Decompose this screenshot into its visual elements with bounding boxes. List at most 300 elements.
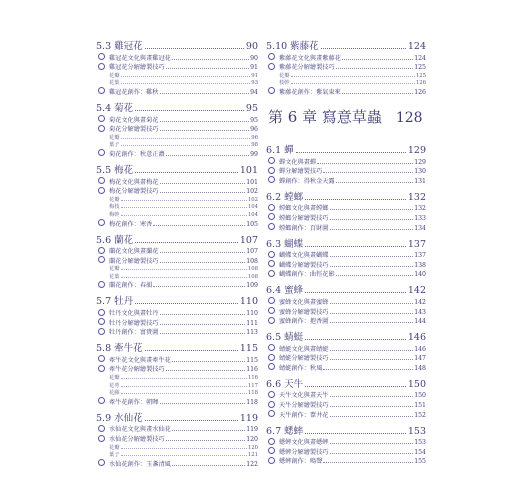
dot-leader (330, 443, 414, 444)
dot-leader (172, 465, 245, 466)
entry-text: 紫藤花創作：紫氣東來 (279, 88, 341, 96)
section-heading (266, 376, 426, 390)
entry-text: 蘭花文化與畫蘭花 (109, 248, 159, 256)
dot-leader (121, 269, 247, 270)
bullet-circle-icon (98, 149, 105, 156)
dot-leader (330, 350, 414, 351)
toc-entry (266, 156, 426, 166)
entry-page: 144 (414, 318, 426, 326)
bullet-circle-icon (98, 219, 105, 226)
entry-text: 花葉 (109, 273, 120, 280)
entry-text: 菊花創作：秋意正濃 (109, 150, 165, 158)
toc-section (266, 376, 426, 419)
entry-page: 129 (414, 158, 426, 166)
toc-entry (266, 456, 426, 466)
entry-text: 天牛分解繪製技巧 (279, 402, 329, 410)
entry-page: 120 (246, 436, 258, 443)
dot-leader (172, 361, 245, 362)
toc-section (266, 189, 426, 232)
dot-leader (160, 333, 246, 334)
dot-leader (166, 440, 246, 441)
section-page: 146 (407, 332, 426, 344)
dot-leader (166, 370, 246, 371)
dot-leader (330, 303, 414, 304)
entry-text: 梅花分解繪製技巧 (109, 188, 159, 196)
bullet-circle-icon (98, 435, 105, 442)
toc-section (96, 232, 258, 290)
entry-text: 牡丹分解繪製技巧 (109, 319, 159, 327)
dot-leader (330, 229, 414, 230)
toc-entry (266, 166, 426, 176)
section-title: 6.1 蟬 (266, 144, 294, 156)
dot-leader (291, 76, 415, 77)
toc-entry (266, 316, 426, 326)
bullet-circle-icon (98, 355, 105, 362)
section-title: 6.7 蟋蟀 (266, 425, 304, 437)
toc-entry (266, 212, 426, 222)
section-heading (96, 232, 258, 246)
entry-text: 牡丹創作：富貴圖 (109, 329, 159, 337)
entry-page: 101 (246, 178, 258, 186)
entry-text: 雞冠花文化與畫雞冠花 (109, 54, 171, 62)
bullet-circle-icon (268, 213, 275, 220)
bullet-circle-icon (268, 270, 275, 277)
dot-leader (121, 455, 247, 456)
entry-text: 蜜蜂創作：抱香圖 (279, 318, 329, 326)
bullet-circle-icon (268, 317, 275, 324)
toc-entry (96, 176, 258, 186)
entry-page: 118 (246, 398, 258, 406)
dot-leader (305, 246, 406, 247)
toc-entry (96, 186, 258, 196)
entry-text: 梅枝 (109, 204, 120, 211)
toc-entry (96, 396, 258, 406)
toc-entry (266, 250, 426, 260)
toc-entry (96, 218, 258, 228)
entry-page: 125 (414, 64, 426, 72)
dot-leader (121, 83, 251, 84)
bullet-circle-icon (98, 318, 105, 325)
entry-page: 109 (246, 282, 258, 290)
toc-right-column (266, 34, 426, 465)
toc-subentry (96, 265, 258, 273)
section-title: 6.2 螳螂 (266, 191, 304, 203)
dot-leader (330, 359, 414, 360)
section-page: 90 (245, 41, 258, 52)
entry-page: 108 (247, 266, 258, 273)
section-title: 5.6 蘭花 (96, 234, 134, 246)
dot-leader (330, 266, 414, 267)
toc-entry (96, 255, 258, 265)
entry-text: 花萼 (109, 382, 120, 389)
entry-page: 126 (414, 88, 426, 96)
bullet-circle-icon (268, 438, 275, 445)
bullet-circle-icon (268, 53, 275, 60)
toc-section (96, 293, 258, 336)
bullet-circle-icon (98, 365, 105, 372)
dot-leader (121, 145, 251, 146)
toc-entry (96, 62, 258, 72)
section-heading (96, 100, 258, 114)
entry-text: 菊花文化與畫菊花 (109, 116, 159, 124)
entry-page: 125 (415, 72, 426, 79)
section-page: 101 (239, 164, 258, 176)
toc-section (96, 100, 258, 158)
entry-text: 花瓣 (109, 444, 120, 451)
toc-section (266, 236, 426, 279)
entry-page: 153 (414, 439, 426, 447)
dot-leader (135, 303, 238, 304)
section-page: 95 (245, 102, 258, 114)
section-title: 6.3 蝴蝶 (266, 238, 304, 250)
toc-entry (266, 52, 426, 62)
toc-subentry (96, 381, 258, 389)
toc-subentry (96, 443, 258, 451)
entry-page: 143 (414, 308, 426, 316)
section-heading (266, 189, 426, 203)
dot-leader (330, 313, 414, 314)
bullet-circle-icon (98, 328, 105, 335)
entry-page: 146 (414, 345, 426, 353)
dot-leader (305, 386, 406, 387)
section-page: 150 (407, 378, 426, 390)
toc-entry (266, 446, 426, 456)
entry-page: 116 (246, 366, 258, 374)
toc-entry (96, 364, 258, 374)
entry-text: 蟋蟀文化與畫蟋蟀 (279, 439, 329, 447)
dot-leader (145, 48, 244, 49)
entry-text: 水仙花分解繪製技巧 (109, 436, 165, 443)
toc-entry (96, 124, 258, 134)
dot-leader (342, 59, 413, 60)
bullet-circle-icon (268, 223, 275, 230)
toc-right-bottom (266, 142, 426, 465)
bullet-circle-icon (268, 87, 275, 94)
entry-text: 蟋蟀創作：鳴聲 (279, 458, 323, 466)
dot-leader (330, 396, 414, 397)
section-page: 107 (239, 234, 258, 246)
entry-text: 蜻蜓創作：秋風 (279, 364, 323, 372)
section-title: 5.5 梅花 (96, 164, 134, 176)
entry-text: 花瓣 (109, 72, 120, 79)
dot-leader (121, 138, 251, 139)
section-heading (266, 423, 426, 437)
entry-text: 蟬分解繪製技巧 (279, 168, 323, 176)
toc-entry (266, 343, 426, 353)
entry-text: 葉子 (109, 142, 120, 149)
dot-leader (317, 163, 413, 164)
toc-entry (96, 307, 258, 317)
entry-page: 111 (246, 319, 258, 327)
entry-text: 葉子 (109, 452, 120, 459)
section-page: 137 (407, 238, 426, 250)
entry-text: 天牛文化與畫天牛 (279, 392, 329, 400)
section-title: 5.10 紫藤花 (266, 41, 319, 52)
dot-leader (121, 200, 247, 201)
section-heading (266, 236, 426, 250)
bullet-circle-icon (268, 297, 275, 304)
dot-leader (153, 286, 245, 287)
toc-subentry (96, 373, 258, 381)
entry-page: 117 (247, 382, 258, 389)
toc-section (96, 38, 258, 96)
dot-leader (321, 48, 406, 49)
dot-leader (166, 68, 249, 69)
entry-text: 牡丹文化與畫牡丹 (109, 310, 159, 318)
section-title: 6.6 天牛 (266, 378, 304, 390)
bullet-circle-icon (268, 391, 275, 398)
section-title: 6.5 蜻蜓 (266, 332, 304, 344)
entry-text: 螳螂文化與畫螳螂 (279, 205, 329, 213)
bullet-circle-icon (268, 457, 275, 464)
section-heading (96, 38, 258, 52)
entry-page: 151 (414, 402, 426, 410)
toc-subentry (96, 389, 258, 397)
entry-text: 蝴蝶文化與畫蝴蝶 (279, 252, 329, 260)
dot-leader (160, 183, 246, 184)
toc-subentry (96, 195, 258, 203)
toc-entry (266, 437, 426, 447)
section-page: 115 (239, 343, 258, 355)
entry-text: 蘭花分解繪製技巧 (109, 257, 159, 265)
entry-text: 紫藤花文化與畫紫藤花 (279, 54, 341, 62)
toc-entry (266, 296, 426, 306)
dot-leader (323, 462, 413, 463)
entry-text: 蘭花創作：春韻 (109, 282, 153, 290)
toc-subentry (96, 272, 258, 280)
bullet-circle-icon (98, 115, 105, 122)
dot-leader (296, 152, 406, 153)
section-heading (266, 38, 426, 52)
toc-subentry (266, 79, 426, 87)
dot-leader (172, 430, 245, 431)
toc-entry (266, 399, 426, 409)
entry-page: 134 (414, 224, 426, 232)
dot-leader (330, 219, 414, 220)
entry-page: 148 (414, 364, 426, 372)
bullet-circle-icon (98, 187, 105, 194)
toc-subentry (96, 141, 258, 149)
entry-text: 花瓣 (279, 72, 290, 79)
section-page: 129 (407, 144, 426, 156)
toc-entry (266, 86, 426, 96)
section-heading (266, 282, 426, 296)
dot-leader (160, 121, 250, 122)
bullet-circle-icon (268, 401, 275, 408)
section-page: 119 (239, 412, 258, 424)
toc-entry (96, 424, 258, 434)
entry-page: 126 (415, 80, 426, 87)
dot-leader (172, 59, 249, 60)
dot-leader (121, 277, 247, 278)
entry-page: 104 (247, 204, 258, 211)
toc-entry (96, 458, 258, 468)
toc-entry (266, 362, 426, 372)
section-title: 6.4 蜜蜂 (266, 285, 304, 297)
entry-text: 蟬文化與畫蟬 (279, 158, 317, 166)
entry-text: 花瓣 (109, 266, 120, 273)
bullet-circle-icon (98, 309, 105, 316)
dot-leader (330, 209, 414, 210)
entry-text: 水仙花文化與畫水仙花 (109, 426, 171, 434)
section-heading (96, 340, 258, 354)
dot-leader (336, 275, 414, 276)
bullet-circle-icon (98, 177, 105, 184)
toc-subentry (96, 133, 258, 141)
toc-entry (266, 269, 426, 279)
dot-leader (153, 225, 245, 226)
toc-subentry (96, 451, 258, 459)
toc-entry (266, 62, 426, 72)
entry-page: 104 (247, 211, 258, 218)
entry-text: 菊花分解繪製技巧 (109, 126, 159, 134)
entry-text: 蜜蜂文化與畫蜜蜂 (279, 298, 329, 306)
dot-leader (305, 292, 406, 293)
bullet-circle-icon (268, 410, 275, 417)
entry-text: 蟋蟀分解繪製技巧 (279, 448, 329, 456)
bullet-circle-icon (268, 176, 275, 183)
entry-text: 蜜蜂分解繪製技巧 (279, 308, 329, 316)
toc-entry (96, 327, 258, 337)
entry-page: 120 (247, 444, 258, 451)
chapter-page: 128 (395, 109, 423, 126)
entry-text: 梅幹 (109, 211, 120, 218)
toc-entry (96, 52, 258, 62)
toc-left-column (96, 34, 258, 468)
dot-leader (121, 215, 247, 216)
entry-page: 116 (247, 375, 258, 382)
bullet-circle-icon (98, 425, 105, 432)
dot-leader (145, 420, 238, 421)
bullet-circle-icon (98, 87, 105, 94)
entry-page: 94 (250, 88, 258, 96)
entry-page: 99 (250, 150, 258, 158)
dot-leader (160, 130, 250, 131)
section-title: 5.4 菊花 (96, 102, 134, 114)
section-page: 153 (407, 425, 426, 437)
bullet-circle-icon (98, 125, 105, 132)
dot-leader (330, 406, 414, 407)
entry-page: 115 (246, 356, 258, 364)
entry-text: 天牛創作：葦井花 (279, 411, 329, 419)
entry-page: 130 (414, 168, 426, 176)
entry-text: 牽牛花創作：朝暉 (109, 398, 159, 406)
entry-page: 91 (250, 64, 258, 72)
entry-page: 133 (414, 214, 426, 222)
bullet-circle-icon (268, 344, 275, 351)
dot-leader (342, 93, 413, 94)
entry-page: 91 (251, 72, 258, 79)
entry-page: 131 (414, 177, 426, 185)
toc-section (266, 282, 426, 325)
dot-leader (305, 433, 406, 434)
section-heading (266, 142, 426, 156)
bullet-circle-icon (98, 397, 105, 404)
entry-page: 95 (250, 116, 258, 124)
toc-entry (96, 354, 258, 364)
bullet-circle-icon (268, 354, 275, 361)
dot-leader (135, 242, 238, 243)
dot-leader (166, 155, 249, 156)
chapter-heading (268, 106, 426, 136)
bullet-circle-icon (98, 63, 105, 70)
entry-page: 118 (247, 390, 258, 397)
entry-page: 142 (414, 298, 426, 306)
entry-text: 花瓣 (109, 375, 120, 382)
dot-leader (323, 172, 413, 173)
entry-page: 155 (414, 458, 426, 466)
entry-text: 蝴蝶創作：曲徑花影 (279, 271, 335, 279)
entry-text: 紫藤花分解繪製技巧 (279, 64, 335, 72)
entry-text: 螳螂分解繪製技巧 (279, 214, 329, 222)
entry-text: 蟬創作：得秋金天露 (279, 177, 335, 185)
entry-text: 花瓣 (109, 134, 120, 141)
dot-leader (135, 172, 238, 173)
section-page: 132 (407, 191, 426, 203)
toc-entry (96, 86, 258, 96)
entry-page: 119 (246, 426, 258, 434)
entry-page: 137 (414, 252, 426, 260)
entry-page: 110 (246, 310, 258, 318)
toc-subentry (96, 71, 258, 79)
dot-leader (330, 256, 414, 257)
bullet-circle-icon (98, 281, 105, 288)
bullet-circle-icon (268, 204, 275, 211)
entry-text: 枝幹 (279, 80, 290, 87)
dot-leader (160, 262, 246, 263)
entry-page: 96 (250, 126, 258, 134)
bullet-circle-icon (268, 251, 275, 258)
entry-page: 150 (414, 392, 426, 400)
entry-text: 蜻蜓分解繪製技巧 (279, 355, 329, 363)
dot-leader (160, 324, 246, 325)
toc-entry (266, 222, 426, 232)
chapter-title: 第 6 章 寫意草蟲 (268, 107, 382, 126)
bullet-circle-icon (268, 447, 275, 454)
toc-entry (266, 409, 426, 419)
toc-section (266, 329, 426, 372)
entry-page: 108 (247, 273, 258, 280)
toc-section (96, 162, 258, 228)
entry-page: 102 (247, 196, 258, 203)
dot-leader (160, 403, 246, 404)
entry-page: 121 (247, 452, 258, 459)
dot-leader (160, 192, 246, 193)
bullet-circle-icon (268, 167, 275, 174)
entry-page: 93 (251, 80, 258, 87)
toc-subentry (96, 79, 258, 87)
toc-entry (96, 433, 258, 443)
section-title: 5.7 牡丹 (96, 296, 134, 308)
dot-leader (291, 83, 415, 84)
entry-page: 132 (414, 205, 426, 213)
bullet-circle-icon (98, 247, 105, 254)
entry-page: 138 (414, 261, 426, 269)
section-title: 5.3 雞冠花 (96, 41, 143, 52)
section-heading (96, 293, 258, 307)
entry-text: 梅花文化與畫梅花 (109, 178, 159, 186)
toc-entry (266, 259, 426, 269)
entry-page: 140 (414, 271, 426, 279)
section-title: 5.9 水仙花 (96, 412, 143, 424)
dot-leader (121, 386, 247, 387)
entry-text: 蜻蜓文化與畫蜻蜓 (279, 345, 329, 353)
toc-section (266, 142, 426, 185)
bullet-circle-icon (98, 459, 105, 466)
entry-page: 105 (246, 220, 258, 228)
dot-leader (135, 110, 244, 111)
section-title: 5.8 牽牛花 (96, 343, 143, 355)
